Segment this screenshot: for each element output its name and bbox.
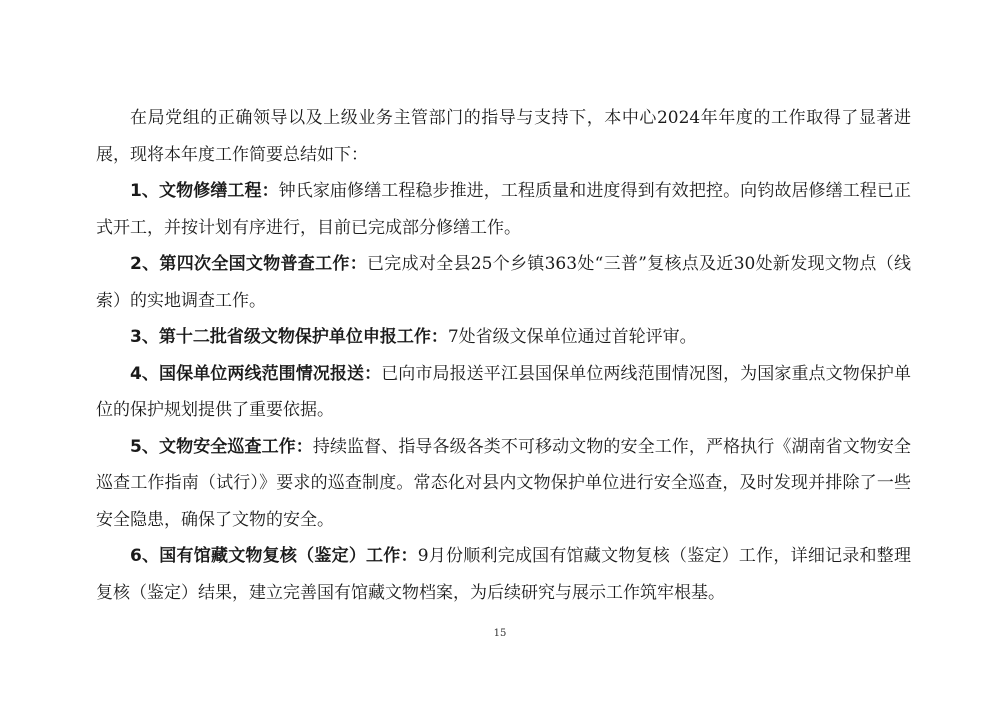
item-paragraph-3	[96, 319, 911, 356]
item-heading-1: 1、文物修缮工程：	[130, 181, 279, 201]
item-paragraph-6	[96, 538, 911, 611]
item-body-4: 已向市局报送平江县国保单位两线范围情况图，为国家重点文物保护单位的保护规划提供了重要依据。	[96, 363, 911, 420]
item-body-3: 7处省级文保单位通过首轮评审。	[447, 327, 697, 347]
item-heading-3: 3、第十二批省级文物保护单位申报工作：	[130, 327, 448, 347]
item-heading-2: 2、第四次全国文物普查工作：	[130, 254, 367, 274]
item-paragraph-2	[96, 246, 911, 319]
item-body-6: 9月份顺利完成国有馆藏文物复核（鉴定）工作，详细记录和整理复核（鉴定）结果，建立完善国有馆藏文物档案，为后续研究与展示工作筑牢根基。	[96, 546, 912, 603]
item-body-5: 持续监督、指导各级各类不可移动文物的安全工作，严格执行《湖南省文物安全巡查工作指南（试行）》要求的巡查制度。常态化对县内文物保护单位进行安全巡查，及时发现并排除了一些安全隐患，确保了文物的安全。	[96, 436, 911, 530]
item-paragraph-4	[96, 356, 911, 429]
intro-paragraph: 在局党组的正确领导以及上级业务主管部门的指导与支持下，本中心2024年年度的工作取得了显著进展，现将本年度工作简要总结如下：	[96, 108, 911, 165]
document-body	[96, 100, 911, 611]
item-body-2: 已完成对全县25个乡镇363处“三普”复核点及近30处新发现文物点（线索）的实地调查工作。	[96, 254, 912, 311]
item-paragraph-1	[96, 173, 911, 246]
item-body-1: 钟氏家庙修缮工程稳步推进，工程质量和进度得到有效把控。向钧故居修缮工程已正式开工，并按计划有序进行，目前已完成部分修缮工作。	[96, 181, 911, 238]
item-paragraph-5	[96, 429, 911, 539]
page-number: 15	[493, 628, 507, 639]
item-heading-4: 4、国保单位两线范围情况报送：	[130, 363, 382, 384]
item-heading-6: 6、国有馆藏文物复核（鉴定）工作：	[130, 546, 418, 566]
item-heading-5: 5、文物安全巡查工作：	[130, 436, 313, 457]
